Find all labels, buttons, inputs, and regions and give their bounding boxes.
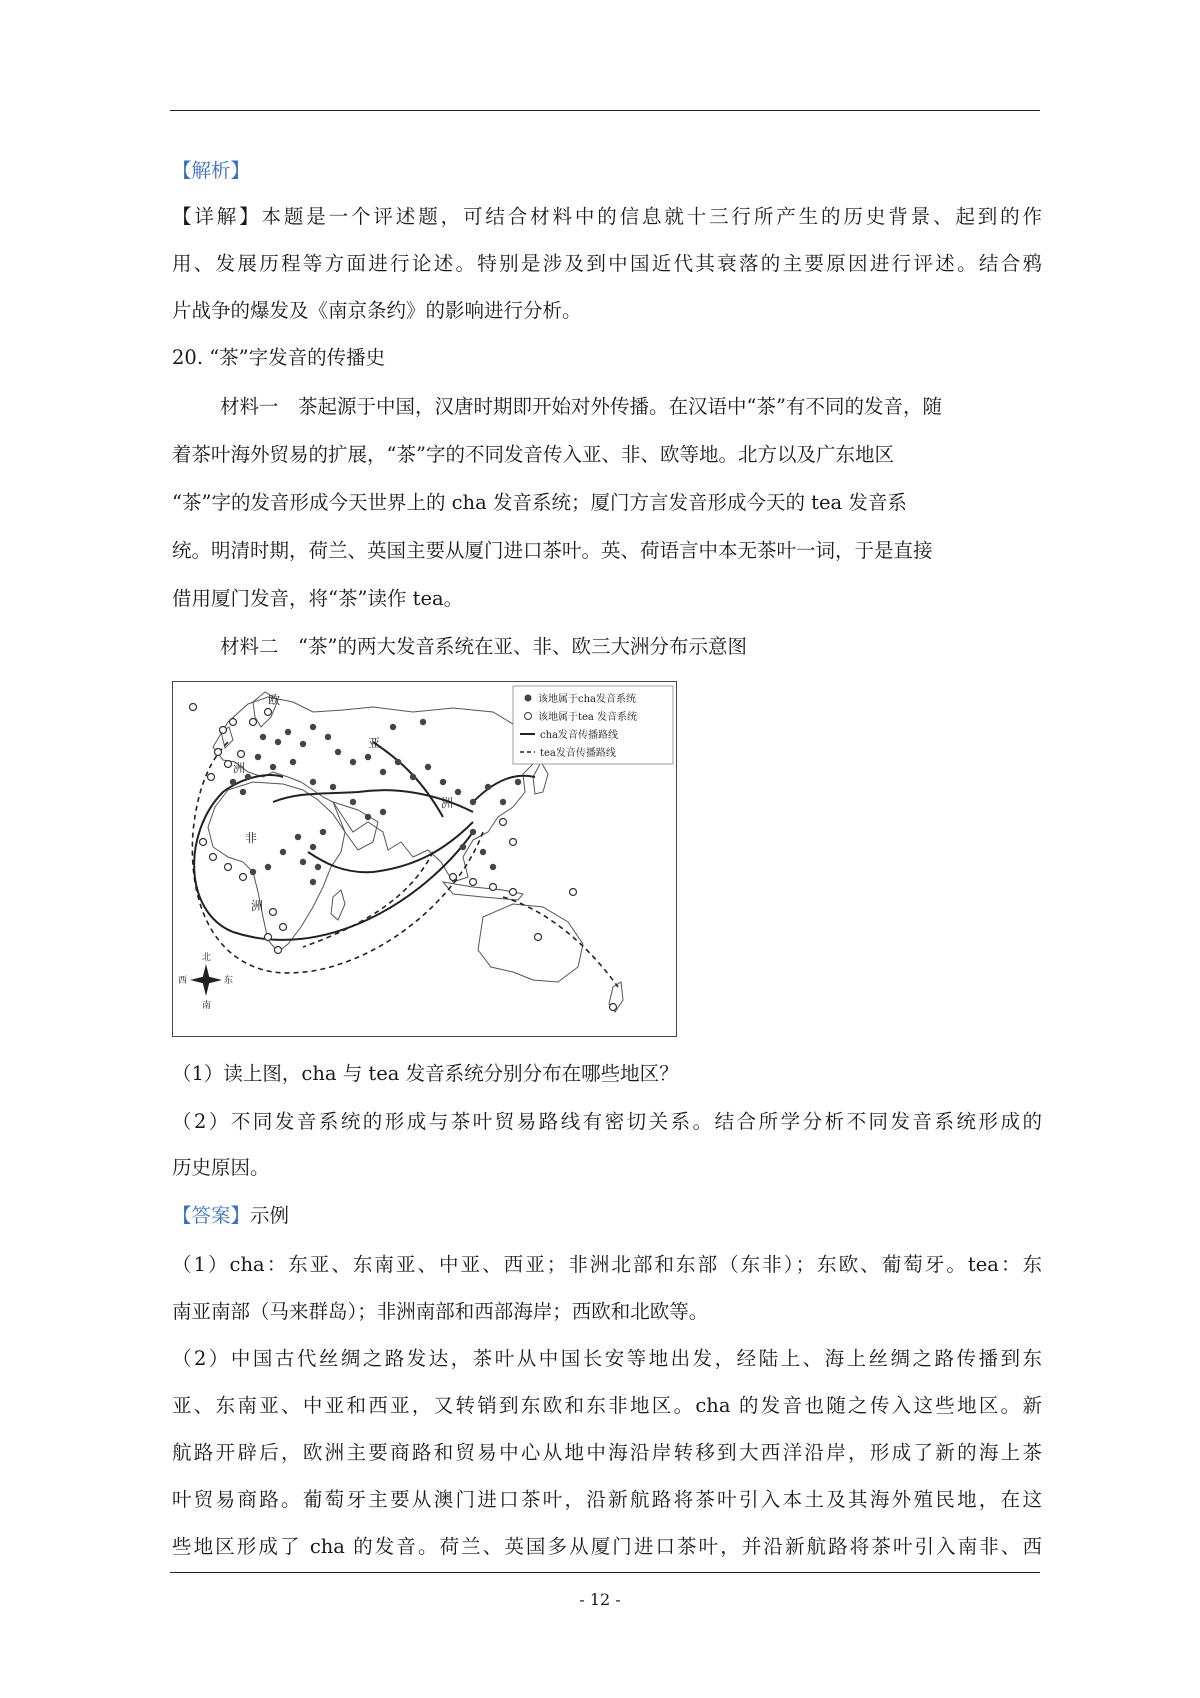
label-as1: 亚 (368, 736, 381, 750)
map-legend (513, 686, 673, 764)
material1-line-3: “茶”字的发音形成今天世界上的 cha 发音系统；厦门方言发音形成今天的 tea 发音系 (172, 491, 907, 514)
compass-e: 东 (224, 976, 234, 986)
question-2-line-2: 历史原因。 (172, 1156, 270, 1179)
tea-route-australia (503, 897, 618, 987)
tea-route-indian-ocean (303, 852, 433, 947)
legend-tea-route-label: tea发音传播路线 (540, 748, 616, 759)
cha-route-sea (308, 822, 473, 872)
answer-2-line-4: 叶贸易商路。葡萄牙主要从澳门进口茶叶，沿新航路将茶叶引入本土及其海外殖民地，在这 (172, 1488, 1042, 1511)
question-title: 20. “茶”字发音的传播史 (172, 346, 386, 369)
legend-cha-route-label: cha发音传播路线 (540, 730, 619, 741)
jiexi-label: 【解析】 (172, 159, 251, 182)
footer-rule-visible (170, 1572, 1040, 1573)
legend-cha-dot (525, 695, 532, 702)
answer-2-line-5: 些地区形成了 cha 的发音。荷兰、英国多从厦门进口茶叶，并沿新航路将茶叶引入南非、西 (172, 1535, 1042, 1558)
answer-suffix: 示例 (250, 1204, 290, 1227)
australia-outline (478, 904, 583, 982)
material2-caption: 材料二 “茶”的两大发音系统在亚、非、欧三大洲分布示意图 (220, 635, 747, 658)
tea-distribution-map (172, 681, 677, 1037)
detail-line-3: 片战争的爆发及《南京条约》的影响进行分析。 (172, 299, 582, 322)
question-2-line-1: （2）不同发音系统的形成与茶叶贸易路线有密切关系。结合所学分析不同发音系统形成的 (172, 1110, 1042, 1133)
answer-heading (172, 1202, 1042, 1230)
material1-line-4: 统。明清时期，荷兰、英国主要从厦门进口茶叶。英、荷语言中本无茶叶一词，于是直接 (172, 539, 933, 562)
cha-route-japan (473, 776, 535, 802)
detail-line-1: 【详解】本题是一个评述题，可结合材料中的信息就十三行所产生的历史背景、起到的作 (172, 205, 1042, 228)
madagascar-outline (331, 890, 345, 920)
compass-n: 北 (202, 953, 212, 963)
label-as2: 洲 (441, 796, 454, 810)
page-number: - 12 - (579, 1590, 621, 1609)
cha-route-north (373, 742, 443, 817)
label-af1: 非 (245, 831, 258, 845)
answer-2-line-2: 亚、东南亚、中亚和西亚，又转销到东欧和东非地区。cha 的发音也随之传入这些地区。新 (172, 1394, 1042, 1417)
arabia-outline (333, 802, 378, 850)
detail-line-2: 用、发展历程等方面进行论述。特别是涉及到中国近代其衰落的主要原因进行评述。结合鸦 (172, 252, 1042, 275)
answer-label: 【答案】 (172, 1204, 251, 1227)
compass-w: 西 (178, 976, 188, 986)
legend-tea-label: 该地属于tea 发音系统 (538, 712, 638, 723)
answer-2-line-3: 航路开辟后，欧洲主要商路和贸易中心从地中海沿岸转移到大西洋沿岸，形成了新的海上茶 (172, 1441, 1042, 1464)
label-af2: 洲 (251, 899, 264, 913)
label-eu1: 欧 (268, 693, 281, 707)
material1-line-1: 材料一 茶起源于中国，汉唐时期即开始对外传播。在汉语中“茶”有不同的发音，随 (220, 395, 942, 418)
material1-line-5: 借用厦门发音，将“茶”读作 tea。 (172, 587, 464, 610)
label-eu2: 洲 (233, 761, 246, 775)
compass (178, 951, 233, 1011)
answer-1-line-1: （1）cha：东亚、东南亚、中亚、西亚；非洲北部和东部（东非）；东欧、葡萄牙。tea：东 (172, 1253, 1042, 1276)
legend-cha-label: 该地属于cha发音系统 (538, 694, 637, 705)
answer-2-line-1: （2）中国古代丝绸之路发达，茶叶从中国长安等地出发，经陆上、海上丝绸之路传播到东 (172, 1347, 1042, 1370)
japan-outline (533, 762, 548, 794)
header-rule (170, 110, 1040, 111)
compass-s: 南 (202, 1001, 212, 1011)
question-1: （1）读上图，cha 与 tea 发音系统分别分布在哪些地区？ (172, 1062, 679, 1085)
legend-tea-dot (525, 713, 532, 720)
answer-1-line-2: 南亚南部（马来群岛）；非洲南部和西部海岸；西欧和北欧等。 (172, 1300, 709, 1323)
material1-line-2: 着茶叶海外贸易的扩展，“茶”字的不同发音传入亚、非、欧等地。北方以及广东地区 (172, 443, 894, 466)
